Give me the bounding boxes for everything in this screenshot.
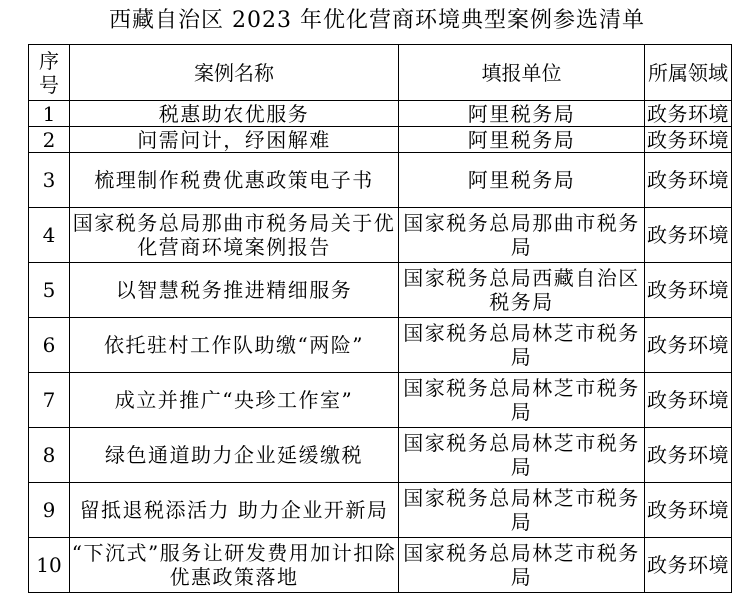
header-number <box>29 45 70 101</box>
row-field: 政务环境 <box>645 127 732 153</box>
table-row <box>29 538 732 593</box>
row-number: 9 <box>29 483 70 538</box>
row-reporting-unit: 国家税务总局林芝市税务局 <box>399 483 645 538</box>
row-field: 政务环境 <box>645 483 732 538</box>
row-reporting-unit: 阿里税务局 <box>399 127 645 153</box>
row-field: 政务环境 <box>645 153 732 208</box>
row-case-name: 税惠助农优服务 <box>70 101 399 127</box>
row-case-name: 国家税务总局那曲市税务局关于优化营商环境案例报告 <box>70 208 399 263</box>
row-case-name: 依托驻村工作队助缴“两险” <box>70 318 399 373</box>
header-number-line1: 序 <box>39 48 59 73</box>
header-case-name: 案例名称 <box>70 45 399 101</box>
row-reporting-unit: 阿里税务局 <box>399 101 645 127</box>
table-row <box>29 428 732 483</box>
row-case-name: 绿色通道助力企业延缓缴税 <box>70 428 399 483</box>
row-field: 政务环境 <box>645 101 732 127</box>
row-field: 政务环境 <box>645 538 732 593</box>
row-field: 政务环境 <box>645 208 732 263</box>
row-field: 政务环境 <box>645 428 732 483</box>
row-case-name: 成立并推广“央珍工作室” <box>70 373 399 428</box>
row-reporting-unit: 阿里税务局 <box>399 153 645 208</box>
row-case-name: 留抵退税添活力 助力企业开新局 <box>70 483 399 538</box>
row-reporting-unit: 国家税务总局林芝市税务局 <box>399 428 645 483</box>
table-row <box>29 263 732 318</box>
row-number: 6 <box>29 318 70 373</box>
table-row <box>29 318 732 373</box>
header-field: 所属领域 <box>645 45 732 101</box>
table-row <box>29 208 732 263</box>
table-row <box>29 153 732 208</box>
row-number: 1 <box>29 101 70 127</box>
header-number-line2: 号 <box>39 72 59 97</box>
row-reporting-unit: 国家税务总局西藏自治区税务局 <box>399 263 645 318</box>
header-reporting-unit: 填报单位 <box>399 45 645 101</box>
row-case-name: 以智慧税务推进精细服务 <box>70 263 399 318</box>
row-field: 政务环境 <box>645 373 732 428</box>
row-number: 2 <box>29 127 70 153</box>
document-title: 西藏自治区 2023 年优化营商环境典型案例参选清单 <box>109 8 645 33</box>
table-row <box>29 373 732 428</box>
row-case-name: 梳理制作税费优惠政策电子书 <box>70 153 399 208</box>
row-number: 8 <box>29 428 70 483</box>
row-reporting-unit: 国家税务总局那曲市税务局 <box>399 208 645 263</box>
row-case-name: “下沉式”服务让研发费用加计扣除优惠政策落地 <box>70 538 399 593</box>
row-reporting-unit: 国家税务总局林芝市税务局 <box>399 538 645 593</box>
row-field: 政务环境 <box>645 263 732 318</box>
row-number: 10 <box>29 538 70 593</box>
row-number: 7 <box>29 373 70 428</box>
case-list-table <box>28 44 732 593</box>
row-number: 3 <box>29 153 70 208</box>
row-reporting-unit: 国家税务总局林芝市税务局 <box>399 373 645 428</box>
row-field: 政务环境 <box>645 318 732 373</box>
table-row <box>29 101 732 127</box>
row-number: 5 <box>29 263 70 318</box>
table-row <box>29 483 732 538</box>
row-case-name: 问需问计，纾困解难 <box>70 127 399 153</box>
table-header-row <box>29 45 732 101</box>
row-number: 4 <box>29 208 70 263</box>
row-reporting-unit: 国家税务总局林芝市税务局 <box>399 318 645 373</box>
table-row <box>29 127 732 153</box>
